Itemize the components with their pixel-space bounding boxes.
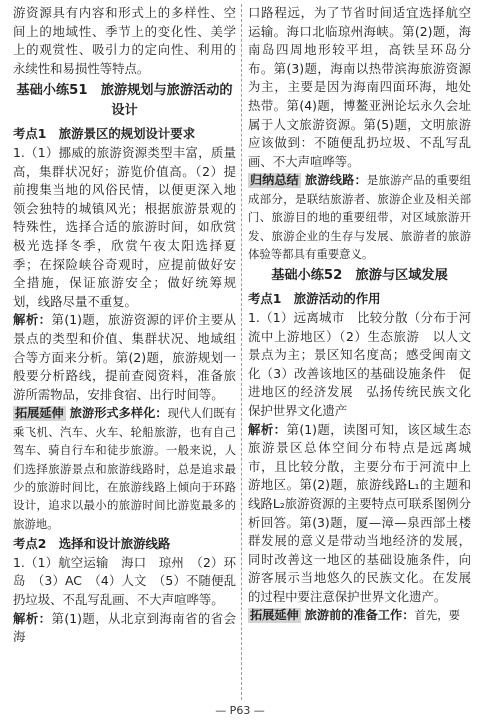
analysis-label: 解析：: [248, 421, 287, 437]
answer-q2-51: 1.（1）航空运输 海口 琼州 （2）环岛 （3）AC （4）人文 （5）不随便乱扔垃圾、不乱写乱画、不大声喧哗等。: [13, 554, 236, 607]
summary-box: [248, 171, 471, 263]
analysis-q2-51: [13, 610, 236, 647]
analysis-text: 第(1)题，从北京到海南省的省会海: [13, 610, 236, 645]
right-column: [248, 4, 471, 702]
extension-text: 现代人们既有乘飞机、汽车、火车、轮船旅游，也有自己驾车、骑自行车和徒步旅游。一般来说，人们选择旅游景点和旅游线路时，总是追求最少的旅游时间比，在旅游线路上倾向于环路设计，追求以最小的旅游时间比游览最多的旅游地。: [13, 406, 236, 531]
extension-box-51: [13, 404, 236, 533]
analysis-text: 第(1)题，旅游资源的评价主要从景点的类型和价值、集群状况、地域组合等方面来分析。第(2)题，旅游规划一般要分析路线，提前查阅资料，准备旅游所需物品，安排食宿、出行时间等。: [13, 312, 236, 402]
intro-paragraph: 游资源具有内容和形式上的多样性、空间上的地域性、季节上的变化性、美学上的观赏性、吸引力的定向性、利用的永续性和易损性等特点。: [13, 5, 236, 76]
analysis-label: 解析：: [13, 312, 52, 328]
answer-q1-52: 1.（1）远离城市 比较分散（分布于河流中上游地区）（2）生态旅游 以人文景点为主；景区知名度高；感受闽南文化（3）改善该地区的基础设施条件 促进地区的经济发展 弘扬传统民族文化 保护世界文化遗产: [248, 309, 471, 418]
kp1-title-52: 考点1 旅游活动的作用: [248, 291, 381, 307]
answer-q1-51: 1.（1）挪威的旅游资源类型丰富，质量高，集群状况好；游览价值高。（2）提前搜集当地的风俗民情，以便更深入地领会独特的城镇风光；根据旅游景观的特殊性，选择合适的旅游时间，如欣赏极光选择冬季，欣赏午夜太阳选择夏季；在探险峡谷奇观时，应提前做好安全措施，保证旅游安全；做好统筹规划，线路尽量不重复。: [13, 144, 236, 309]
summary-topic: 旅游线路：: [304, 173, 367, 188]
section-title-52: 基础小练52 旅游与区域发展: [271, 268, 448, 284]
section-title-51: 基础小练51 旅游规划与旅游活动的设计: [16, 83, 233, 119]
column-divider: [241, 4, 242, 700]
kp1-title-51: 考点1 旅游景区的规划设计要求: [13, 126, 196, 142]
analysis-q1-52: [248, 421, 471, 607]
extension-box-52: [248, 606, 471, 624]
kp2-title-51: 考点2 选择和设计旅游线路: [13, 536, 171, 552]
extension-text: 首先，要: [414, 608, 461, 623]
extension-topic: 旅游前的准备工作：: [304, 608, 415, 623]
analysis-text: 第(1)题，读图可知，该区域生态旅游景区总体空间分布特点是远离城市，且比较分散，主要分布于河流中上游地区。第(2)题，旅游线路L₁的主题和线路L₂旅游资源的主要特点可联系图例分析回答。第(3)题，厦—漳—泉西部土楼群发展的意义是带动当地经济的发展，同时改善这一地区的基础设施条件，向游客展示当地悠久的民族文化。在发展的过程中要注意保护世界文化遗产。: [248, 421, 471, 604]
summary-text: 是旅游产品的重要组成部分，是联结旅游者、旅游企业及相关部门、旅游目的地的重要纽带，对区域旅游开发、旅游企业的生存与发展、旅游者的旅游体验等都具有重要意义。: [248, 173, 471, 261]
analysis-q1-51: [13, 311, 236, 404]
page-number: — P63 —: [215, 704, 265, 717]
extension-label: 拓展延伸: [15, 406, 64, 421]
left-column: [13, 4, 236, 702]
summary-label: 归纳总结: [250, 173, 299, 188]
extension-label: 拓展延伸: [250, 608, 299, 623]
analysis-label: 解析：: [13, 610, 52, 626]
analysis-continued: 口路程远，为了节省时间适宜选择航空运输。海口北临琼州海峡。第(2)题，海南岛四周地形较平坦，高铁呈环岛分布。第(3)题，海南以热带滨海旅游资源为主，主要是因为海南四面环海，地处热带。第(4)题，博鳌亚洲论坛永久会址属于人文旅游资源。第(5)题，文明旅游应该做到：不随便乱扔垃圾、不乱写乱画、不大声喧哗等。: [248, 5, 471, 169]
extension-topic: 旅游形式多样化：: [69, 406, 168, 421]
